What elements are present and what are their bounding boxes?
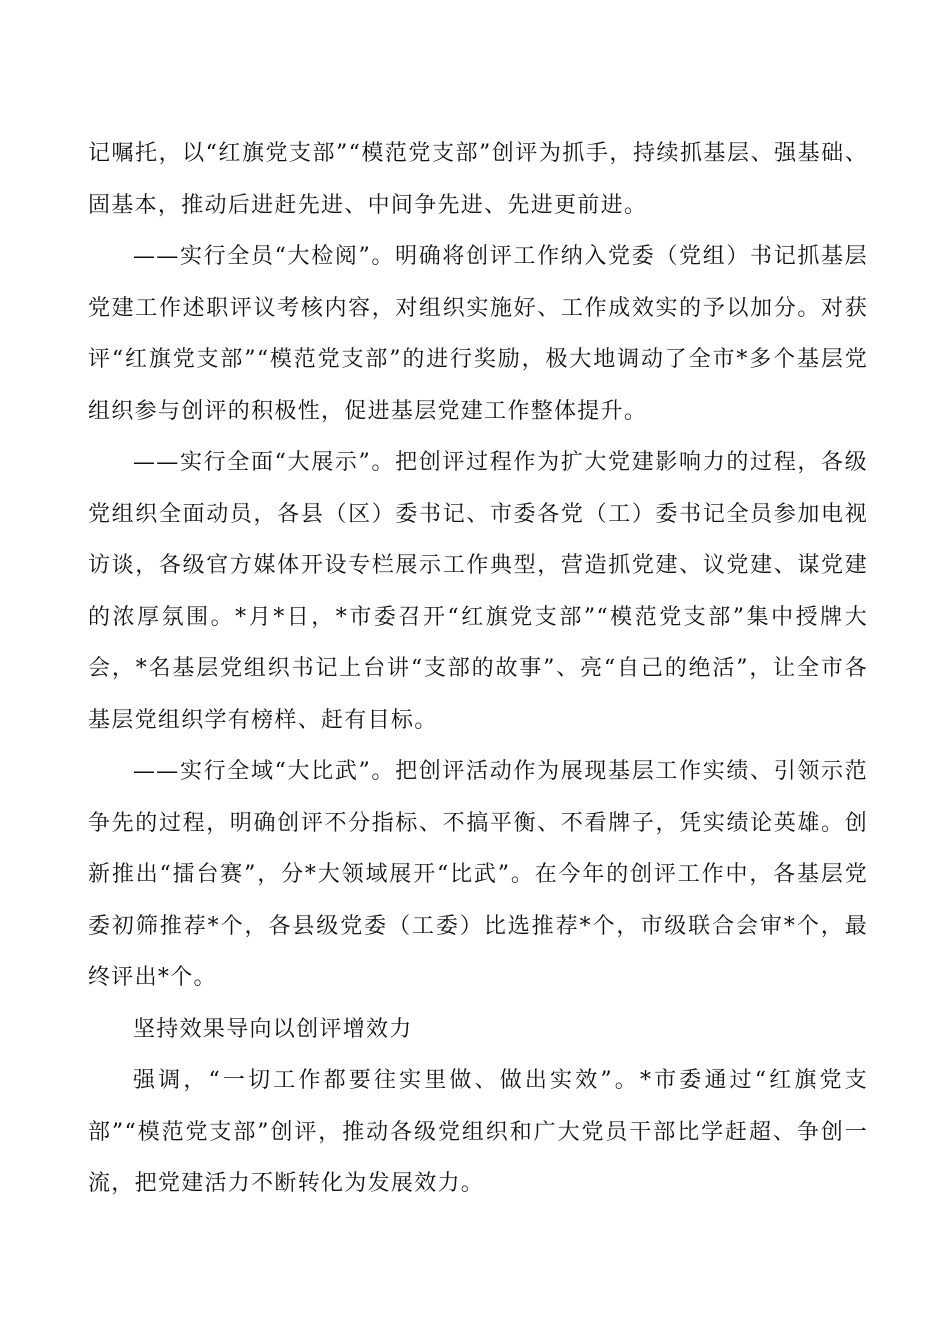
paragraph-full-review: ——实行全员“大检阅”。明确将创评工作纳入党委（党组）书记抓基层党建工作述职评议考核内容，对组织实施好、工作成效实的予以加分。对获评“红旗党支部”“模范党支部”的进行奖励，极大地调动了全市*多个基层党组织参与创评的积极性，促进基层党建工作整体提升。 bbox=[88, 244, 868, 424]
document-body bbox=[88, 128, 868, 1210]
paragraph-effectiveness: 强调，“一切工作都要往实里做、做出实效”。*市委通过“红旗党支部”“模范党支部”创评，推动各级党组织和广大党员干部比学赶超、争创一流，把党建活力不断转化为发展效力。 bbox=[88, 1068, 868, 1196]
paragraph-full-competition: ——实行全域“大比武”。把创评活动作为展现基层工作实绩、引领示范争先的过程，明确创评不分指标、不搞平衡、不看牌子，凭实绩论英雄。创新推出“擂台赛”，分*大领域展开“比武”。在今年的创评工作中，各基层党委初筛推荐*个，各县级党委（工委）比选推荐*个，市级联合会审*个，最终评出*个。 bbox=[88, 759, 868, 990]
paragraph-continuation: 记嘱托，以“红旗党支部”“模范党支部”创评为抓手，持续抓基层、强基础、固基本，推动后进赶先进、中间争先进、先进更前进。 bbox=[88, 141, 868, 218]
section-heading: 坚持效果导向以创评增效力 bbox=[133, 1016, 413, 1042]
paragraph-full-showcase: ——实行全面“大展示”。把创评过程作为扩大党建影响力的过程，各级党组织全面动员，各县（区）委书记、市委各党（工）委书记全员参加电视访谈，各级官方媒体开设专栏展示工作典型，营造抓党建、议党建、谋党建的浓厚氛围。*月*日，*市委召开“红旗党支部”“模范党支部”集中授牌大会，*名基层党组织书记上台讲“支部的故事”、亮“自己的绝活”，让全市各基层党组织学有榜样、赶有目标。 bbox=[88, 450, 868, 733]
